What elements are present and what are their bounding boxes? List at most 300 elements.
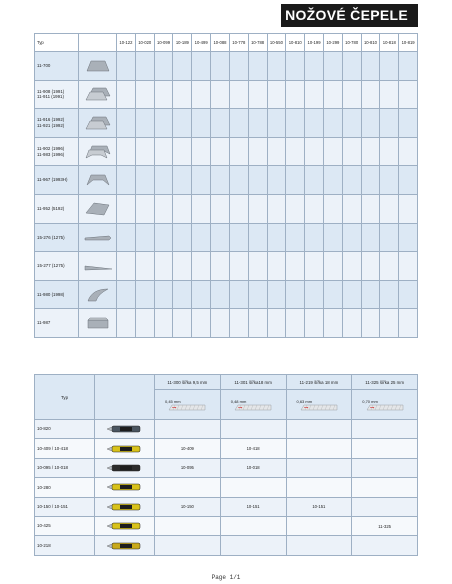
compat-cell xyxy=(286,252,305,281)
row-label: 10-425 xyxy=(35,516,95,535)
compat-cell xyxy=(173,166,192,195)
row-label: 11-987 xyxy=(35,309,79,338)
compat-cell xyxy=(399,137,418,166)
compat-cell xyxy=(286,166,305,195)
compat-cell xyxy=(173,80,192,109)
compat-cell xyxy=(380,223,399,252)
blade-image xyxy=(82,170,114,190)
compat-cell xyxy=(229,309,248,338)
compat-cell xyxy=(286,309,305,338)
knife-image xyxy=(106,423,144,435)
compat-cell xyxy=(342,80,361,109)
row-label: 11-952 (5192) xyxy=(35,194,79,223)
knife-image-cell xyxy=(95,439,155,458)
column-header-blade: 11-325 šířka 25 mm xyxy=(352,375,418,390)
knife-image-cell xyxy=(95,458,155,477)
compat-cell xyxy=(361,52,380,81)
compat-cell xyxy=(155,478,221,497)
compat-cell xyxy=(248,252,267,281)
column-header-knife: 10-819 xyxy=(399,34,418,52)
cell-code: 10-409 xyxy=(180,446,194,452)
row-label: 11-967 (1993H) xyxy=(35,166,79,195)
compat-cell xyxy=(323,80,342,109)
compat-cell xyxy=(305,166,324,195)
compat-cell xyxy=(361,280,380,309)
column-header-blade: 11-300 šířka 9,5 mm xyxy=(155,375,221,390)
compat-cell xyxy=(342,166,361,195)
blade-image-cell xyxy=(79,80,117,109)
compat-cell xyxy=(173,52,192,81)
compat-cell xyxy=(323,223,342,252)
compat-cell xyxy=(361,223,380,252)
compat-cell xyxy=(135,109,154,138)
table-row xyxy=(35,458,418,477)
knife-image xyxy=(106,540,144,552)
column-blade-image xyxy=(286,390,352,420)
compat-cell xyxy=(352,536,418,555)
snap-blade-image xyxy=(233,404,273,411)
compat-cell xyxy=(352,478,418,497)
compat-cell xyxy=(267,80,286,109)
compat-cell xyxy=(117,137,136,166)
column-header-knife: 10-299 xyxy=(323,34,342,52)
compat-cell xyxy=(192,280,211,309)
compat-cell xyxy=(155,516,221,535)
compat-cell xyxy=(267,280,286,309)
table-row xyxy=(35,516,418,535)
compat-cell xyxy=(192,252,211,281)
compat-cell xyxy=(173,280,192,309)
table-row xyxy=(35,80,418,109)
compat-cell xyxy=(361,194,380,223)
knife-image-cell xyxy=(95,516,155,535)
compat-cell xyxy=(305,252,324,281)
table-row xyxy=(35,109,418,138)
compat-cell xyxy=(286,536,352,555)
compat-cell xyxy=(211,252,230,281)
blade-compatibility-table xyxy=(34,33,418,338)
compat-cell xyxy=(267,309,286,338)
compat-cell xyxy=(117,80,136,109)
compat-cell xyxy=(192,166,211,195)
compat-cell xyxy=(211,223,230,252)
compat-cell xyxy=(173,223,192,252)
table-row xyxy=(35,252,418,281)
blade-image-cell xyxy=(79,52,117,81)
compat-cell xyxy=(399,109,418,138)
blade-image xyxy=(82,227,114,247)
cell-code: 10-095 xyxy=(180,465,194,471)
blade-image-cell xyxy=(79,309,117,338)
compat-cell xyxy=(323,309,342,338)
table-row xyxy=(35,478,418,497)
knife-compatibility-table xyxy=(34,374,418,556)
compat-cell xyxy=(211,280,230,309)
column-header-knife: 10-099 xyxy=(154,34,173,52)
compat-cell xyxy=(361,109,380,138)
snap-blade-image xyxy=(167,404,207,411)
compat-cell xyxy=(323,137,342,166)
compat-cell xyxy=(399,166,418,195)
compat-cell xyxy=(361,166,380,195)
row-label: 15-276 (1275) xyxy=(35,223,79,252)
compat-cell xyxy=(155,497,221,516)
compat-cell xyxy=(323,280,342,309)
compat-cell xyxy=(192,309,211,338)
compat-cell xyxy=(352,497,418,516)
compat-cell xyxy=(173,194,192,223)
column-blade-image xyxy=(220,390,286,420)
svg-text:⟶: ⟶ xyxy=(238,405,243,410)
compat-cell xyxy=(361,309,380,338)
compat-cell xyxy=(352,516,418,535)
compat-cell xyxy=(173,309,192,338)
compat-cell xyxy=(220,420,286,439)
blade-thickness: 0,63 mm xyxy=(296,398,313,404)
compat-cell xyxy=(399,252,418,281)
compat-cell xyxy=(154,52,173,81)
compat-cell xyxy=(173,252,192,281)
column-blade-image xyxy=(352,390,418,420)
compat-cell xyxy=(380,166,399,195)
compat-cell xyxy=(267,52,286,81)
row-label: 11-916 (1992) 11-921 (1992) xyxy=(35,109,79,138)
column-header-knife: 10-122 xyxy=(117,34,136,52)
compat-cell xyxy=(248,109,267,138)
compat-cell xyxy=(399,309,418,338)
compat-cell xyxy=(192,137,211,166)
compat-cell xyxy=(229,194,248,223)
knife-image xyxy=(106,443,144,455)
compat-cell xyxy=(229,52,248,81)
compat-cell xyxy=(192,52,211,81)
compat-cell xyxy=(135,80,154,109)
compat-cell xyxy=(229,166,248,195)
compat-cell xyxy=(192,80,211,109)
blade-image-cell xyxy=(79,194,117,223)
compat-cell xyxy=(380,280,399,309)
compat-cell xyxy=(286,280,305,309)
compat-cell xyxy=(117,252,136,281)
row-label: 10-150 / 10-151 xyxy=(35,497,95,516)
column-header-knife: 10-550 xyxy=(267,34,286,52)
blade-image xyxy=(82,113,114,133)
compat-cell xyxy=(135,166,154,195)
compat-cell xyxy=(220,478,286,497)
compat-cell xyxy=(399,194,418,223)
compat-cell xyxy=(135,223,154,252)
compat-cell xyxy=(399,80,418,109)
table-row xyxy=(35,166,418,195)
compat-cell xyxy=(286,497,352,516)
blade-image xyxy=(82,256,114,276)
compat-cell xyxy=(155,420,221,439)
compat-cell xyxy=(211,80,230,109)
compat-cell xyxy=(305,223,324,252)
column-header-type: Typ xyxy=(35,375,95,420)
compat-cell xyxy=(154,166,173,195)
compat-cell xyxy=(286,52,305,81)
compat-cell xyxy=(267,252,286,281)
blade-image-cell xyxy=(79,137,117,166)
column-header-knife: 10-199 xyxy=(305,34,324,52)
compat-cell xyxy=(117,166,136,195)
column-header-image xyxy=(79,34,117,52)
blade-image-cell xyxy=(79,280,117,309)
page-title: NOŽOVÉ ČEPELE xyxy=(281,4,418,27)
compat-cell xyxy=(342,52,361,81)
compat-cell xyxy=(286,137,305,166)
compat-cell xyxy=(286,420,352,439)
compat-cell xyxy=(192,223,211,252)
compat-cell xyxy=(154,309,173,338)
knife-image xyxy=(106,481,144,493)
row-label: 11-980 (1998) xyxy=(35,280,79,309)
column-header-knife: 10-189 xyxy=(173,34,192,52)
svg-text:⟶: ⟶ xyxy=(369,405,374,410)
column-header-knife: 10-088 xyxy=(211,34,230,52)
column-header-knife: 10-818 xyxy=(380,34,399,52)
blade-image xyxy=(82,84,114,104)
compat-cell xyxy=(361,137,380,166)
knife-image-cell xyxy=(95,497,155,516)
compat-cell xyxy=(380,194,399,223)
column-header-knife: 10-810 xyxy=(361,34,380,52)
blade-thickness: 0,70 mm xyxy=(362,398,378,404)
compat-cell xyxy=(305,280,324,309)
compat-cell xyxy=(229,109,248,138)
compat-cell xyxy=(155,439,221,458)
compat-cell xyxy=(117,52,136,81)
compat-cell xyxy=(352,420,418,439)
compat-cell xyxy=(117,194,136,223)
snap-blade-image xyxy=(299,404,339,411)
compat-cell xyxy=(286,109,305,138)
compat-cell xyxy=(323,166,342,195)
compat-cell xyxy=(267,137,286,166)
blade-image xyxy=(82,56,114,76)
compat-cell xyxy=(286,194,305,223)
table-row xyxy=(35,137,418,166)
compat-cell xyxy=(211,137,230,166)
table-row xyxy=(35,194,418,223)
knife-image xyxy=(106,520,144,532)
compat-cell xyxy=(229,280,248,309)
compat-cell xyxy=(229,223,248,252)
compat-cell xyxy=(154,137,173,166)
compat-cell xyxy=(323,194,342,223)
row-label: 15-277 (1275) xyxy=(35,252,79,281)
compat-cell xyxy=(342,280,361,309)
compat-cell xyxy=(286,516,352,535)
compat-cell xyxy=(342,109,361,138)
compat-cell xyxy=(154,80,173,109)
compat-cell xyxy=(342,309,361,338)
compat-cell xyxy=(305,109,324,138)
compat-cell xyxy=(380,309,399,338)
compat-cell xyxy=(220,458,286,477)
compat-cell xyxy=(248,223,267,252)
compat-cell xyxy=(248,166,267,195)
compat-cell xyxy=(192,194,211,223)
compat-cell xyxy=(173,109,192,138)
column-header-knife: 10-020 xyxy=(135,34,154,52)
compat-cell xyxy=(399,52,418,81)
compat-cell xyxy=(380,252,399,281)
row-label: 10-409 / 10-418 xyxy=(35,439,95,458)
blade-thickness: 0,45 mm xyxy=(165,398,181,404)
compat-cell xyxy=(211,309,230,338)
row-label: 10-095 / 10-018 xyxy=(35,458,95,477)
compat-cell xyxy=(229,137,248,166)
column-blade-image xyxy=(155,390,221,420)
compat-cell xyxy=(342,223,361,252)
compat-cell xyxy=(286,439,352,458)
compat-cell xyxy=(155,536,221,555)
blade-thickness: 0,48 mm xyxy=(230,398,247,404)
compat-cell xyxy=(305,194,324,223)
page-footer: Page 1/1 xyxy=(211,574,241,581)
knife-image-cell xyxy=(95,536,155,555)
compat-cell xyxy=(117,280,136,309)
blade-image xyxy=(82,285,114,305)
compat-cell xyxy=(248,309,267,338)
compat-cell xyxy=(267,194,286,223)
knife-image xyxy=(106,501,144,513)
row-label: 11-908 (1991) 11-911 (1991) xyxy=(35,80,79,109)
compat-cell xyxy=(135,309,154,338)
column-header-knife: 10-788 xyxy=(248,34,267,52)
compat-cell xyxy=(248,52,267,81)
compat-cell xyxy=(135,137,154,166)
row-label: 10-820 xyxy=(35,420,95,439)
compat-cell xyxy=(248,80,267,109)
blade-image xyxy=(82,142,114,162)
compat-cell xyxy=(211,166,230,195)
table-row xyxy=(35,420,418,439)
compat-cell xyxy=(211,109,230,138)
compat-cell xyxy=(305,80,324,109)
compat-cell xyxy=(135,280,154,309)
compat-cell xyxy=(135,252,154,281)
compat-cell xyxy=(173,137,192,166)
column-header-knife: 10-810 xyxy=(286,34,305,52)
compat-cell xyxy=(117,109,136,138)
compat-cell xyxy=(323,109,342,138)
compat-cell xyxy=(305,52,324,81)
compat-cell xyxy=(211,194,230,223)
compat-cell xyxy=(380,137,399,166)
compat-cell xyxy=(399,223,418,252)
column-header-blade: 11-301 šířka18 mm xyxy=(220,375,286,390)
compat-cell xyxy=(380,80,399,109)
compat-cell xyxy=(192,109,211,138)
compat-cell xyxy=(380,52,399,81)
compat-cell xyxy=(154,252,173,281)
compat-cell xyxy=(154,109,173,138)
compat-cell xyxy=(286,80,305,109)
column-header-knife: 10-780 xyxy=(342,34,361,52)
compat-cell xyxy=(305,309,324,338)
cell-code: 10-418 xyxy=(246,446,260,452)
compat-cell xyxy=(135,52,154,81)
table-row xyxy=(35,280,418,309)
compat-cell xyxy=(267,223,286,252)
row-label: 11-700 xyxy=(35,52,79,81)
compat-cell xyxy=(211,52,230,81)
table-row xyxy=(35,497,418,516)
cell-code: 10-018 xyxy=(246,465,260,471)
table-row xyxy=(35,439,418,458)
compat-cell xyxy=(267,109,286,138)
compat-cell xyxy=(352,439,418,458)
compat-cell xyxy=(323,252,342,281)
compat-cell xyxy=(220,536,286,555)
compat-cell xyxy=(361,252,380,281)
compat-cell xyxy=(380,109,399,138)
cell-code: 10-151 xyxy=(246,504,260,510)
compat-cell xyxy=(352,458,418,477)
compat-cell xyxy=(342,137,361,166)
blade-image-cell xyxy=(79,166,117,195)
row-label: 10-280 xyxy=(35,478,95,497)
compat-cell xyxy=(154,223,173,252)
column-header-blade: 11-219 šířka 18 mm xyxy=(286,375,352,390)
knife-image xyxy=(106,462,144,474)
compat-cell xyxy=(342,252,361,281)
compat-cell xyxy=(286,223,305,252)
blade-image xyxy=(82,199,114,219)
knife-image-cell xyxy=(95,420,155,439)
blade-image xyxy=(82,313,114,333)
compat-cell xyxy=(220,439,286,458)
compat-cell xyxy=(248,194,267,223)
compat-cell xyxy=(229,80,248,109)
compat-cell xyxy=(399,280,418,309)
compat-cell xyxy=(154,194,173,223)
blade-image-cell xyxy=(79,252,117,281)
row-label: 10-218 xyxy=(35,536,95,555)
compat-cell xyxy=(342,194,361,223)
compat-cell xyxy=(286,478,352,497)
compat-cell xyxy=(267,166,286,195)
blade-image-cell xyxy=(79,223,117,252)
compat-cell xyxy=(117,223,136,252)
compat-cell xyxy=(248,137,267,166)
svg-text:⟶: ⟶ xyxy=(303,405,309,410)
column-header-knife: 10-499 xyxy=(192,34,211,52)
compat-cell xyxy=(361,80,380,109)
svg-text:⟶: ⟶ xyxy=(172,405,177,410)
blade-image-cell xyxy=(79,109,117,138)
compat-cell xyxy=(248,280,267,309)
column-header-knife: 10-778 xyxy=(229,34,248,52)
row-label: 11-902 (1996) 11-983 (1996) xyxy=(35,137,79,166)
compat-cell xyxy=(154,280,173,309)
compat-cell xyxy=(220,497,286,516)
compat-cell xyxy=(286,458,352,477)
compat-cell xyxy=(323,52,342,81)
table-row xyxy=(35,309,418,338)
cell-code: 11-325 xyxy=(378,523,391,529)
compat-cell xyxy=(229,252,248,281)
compat-cell xyxy=(220,516,286,535)
table-row xyxy=(35,52,418,81)
column-header-image xyxy=(95,375,155,420)
snap-blade-image xyxy=(365,404,405,411)
cell-code: 10-151 xyxy=(312,504,326,510)
cell-code: 10-150 xyxy=(180,504,194,510)
